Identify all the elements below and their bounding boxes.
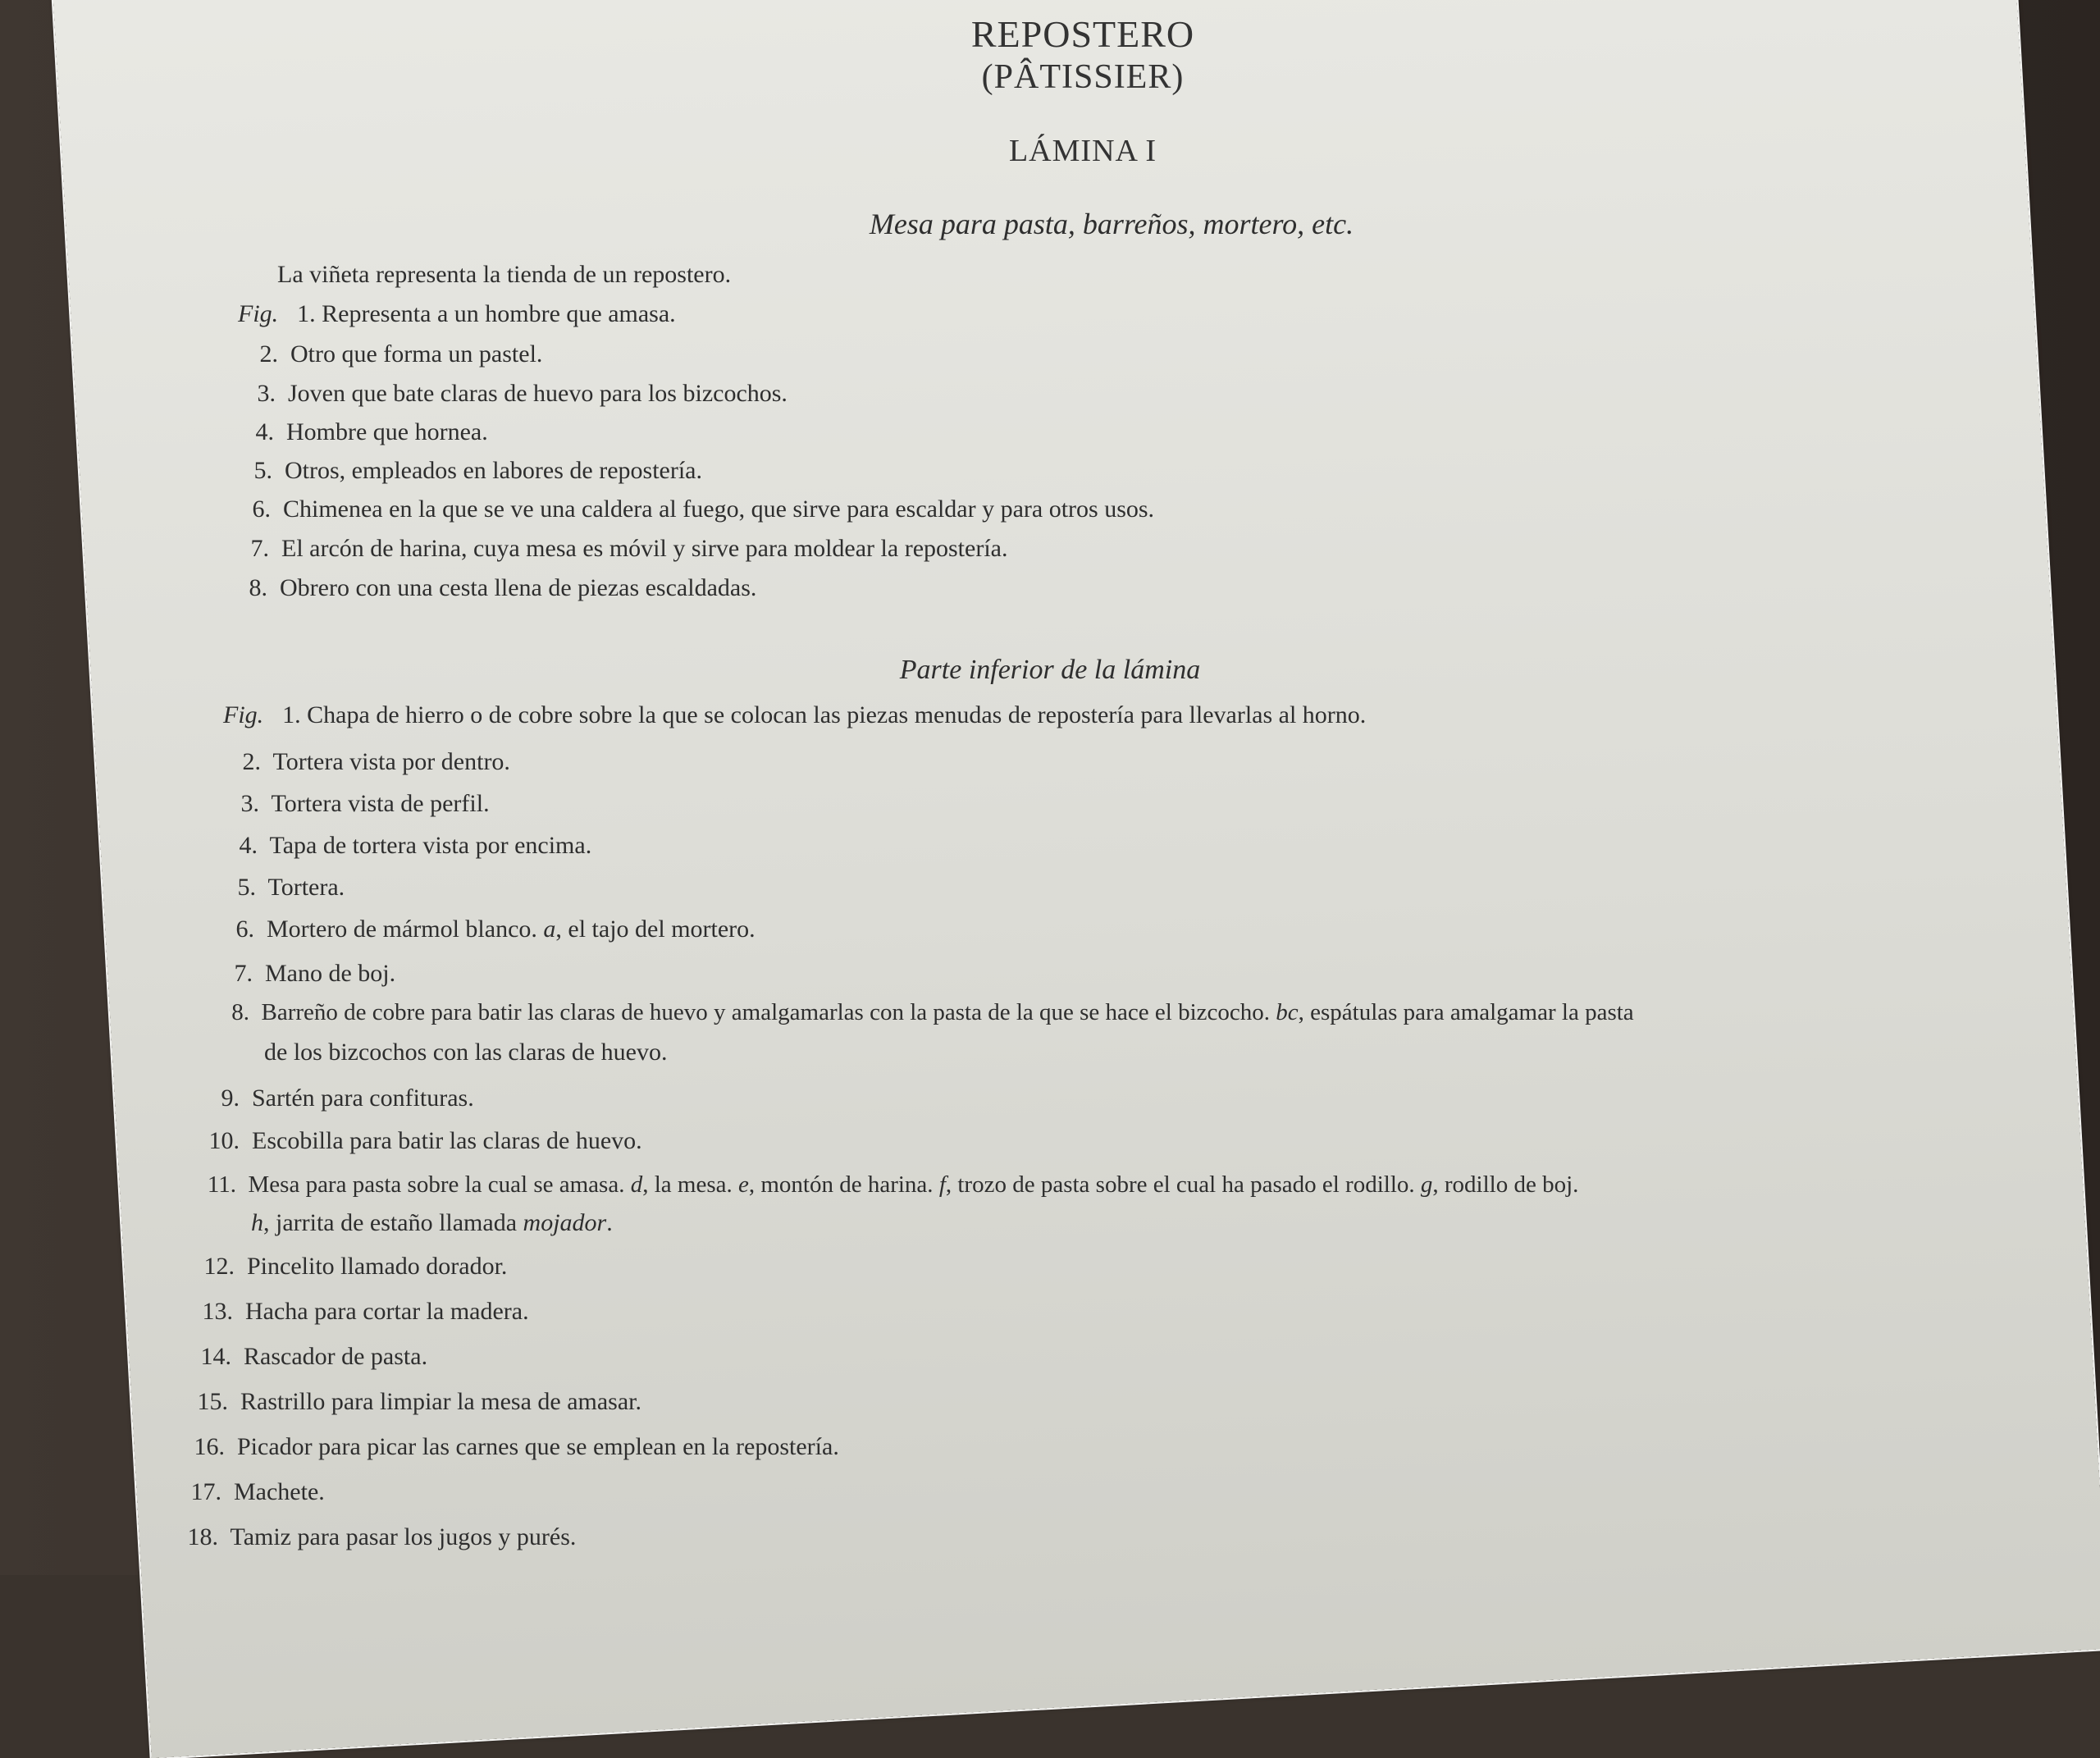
list-item: 6. Chimenea en la que se ve una caldera al fuego, que sirve para escaldar y para otros usos. <box>252 495 1155 523</box>
list-item: 12. Pincelito llamado dorador. <box>203 1253 508 1280</box>
list-item: 3. Joven que bate claras de huevo para los bizcochos. <box>257 380 788 407</box>
list-item: 7. Mano de boj. <box>234 960 396 987</box>
plate-heading: LÁMINA I <box>1008 134 1157 168</box>
list-item: 3. Tortera vista de perfil. <box>240 790 490 817</box>
list-item: 2. Otro que forma un pastel. <box>259 340 543 368</box>
list-item: 6. Mortero de mármol blanco. a, el tajo del mortero. <box>235 916 756 943</box>
list-item: 17. Machete. <box>190 1478 325 1505</box>
list-item: 18. Tamiz para pasar los jugos y purés. <box>187 1523 577 1550</box>
list-item: 13. Hacha para cortar la madera. <box>202 1298 529 1325</box>
list-item-continuation: h, jarrita de estaño llamada mojador. <box>251 1209 613 1236</box>
fig-label: Fig. <box>238 300 279 327</box>
list-item: 16. Picador para picar las carnes que se emplean en la repostería. <box>194 1433 839 1460</box>
plate-caption: Mesa para pasta, barreños, mortero, etc. <box>869 208 1354 240</box>
list-item: 11. Mesa para pasta sobre la cual se amasa. d, la mesa. e, montón de harina. f, trozo de pasta sobre el cual ha pasado el rodillo. g, rodillo de boj. <box>207 1171 1579 1198</box>
list-item: 5. Tortera. <box>237 874 345 901</box>
list-item: 9. Sartén para confituras. <box>221 1084 474 1112</box>
list-item: 4. Tapa de tortera vista por encima. <box>239 832 592 859</box>
section-heading: Parte inferior de la lámina <box>899 655 1201 685</box>
document-subtitle: (PÂTISSIER) <box>981 58 1185 96</box>
list-item: 10. Escobilla para batir las claras de huevo. <box>208 1127 642 1154</box>
document-title: REPOSTERO <box>970 13 1195 55</box>
list-item: 14. Rascador de pasta. <box>200 1343 428 1370</box>
list-item: 7. El arcón de harina, cuya mesa es móvil y sirve para moldear la repostería. <box>250 535 1008 562</box>
list-item: 2. Tortera vista por dentro. <box>242 748 510 775</box>
list-item: 5. Otros, empleados en labores de repostería. <box>253 457 702 484</box>
list-item-continuation: de los bizcochos con las claras de huevo. <box>264 1039 668 1066</box>
list-item: Fig. 1. Chapa de hierro o de cobre sobre la que se colocan las piezas menudas de repostería para llevarlas al horno. <box>223 701 1367 728</box>
list-item: 4. Hombre que hornea. <box>255 418 488 445</box>
intro-text: La viñeta representa la tienda de un repostero. <box>277 261 732 288</box>
list-item: Fig. 1. Representa a un hombre que amasa. <box>238 300 676 327</box>
list-item: 8. Barreño de cobre para batir las claras de huevo y amalgamarlas con la pasta de la que se hace el bizcocho. bc, espátulas para amalgamar la pasta <box>231 999 1634 1025</box>
list-item: 8. Obrero con una cesta llena de piezas escaldadas. <box>249 574 757 601</box>
list-item: 15. Rastrillo para limpiar la mesa de amasar. <box>197 1388 641 1415</box>
